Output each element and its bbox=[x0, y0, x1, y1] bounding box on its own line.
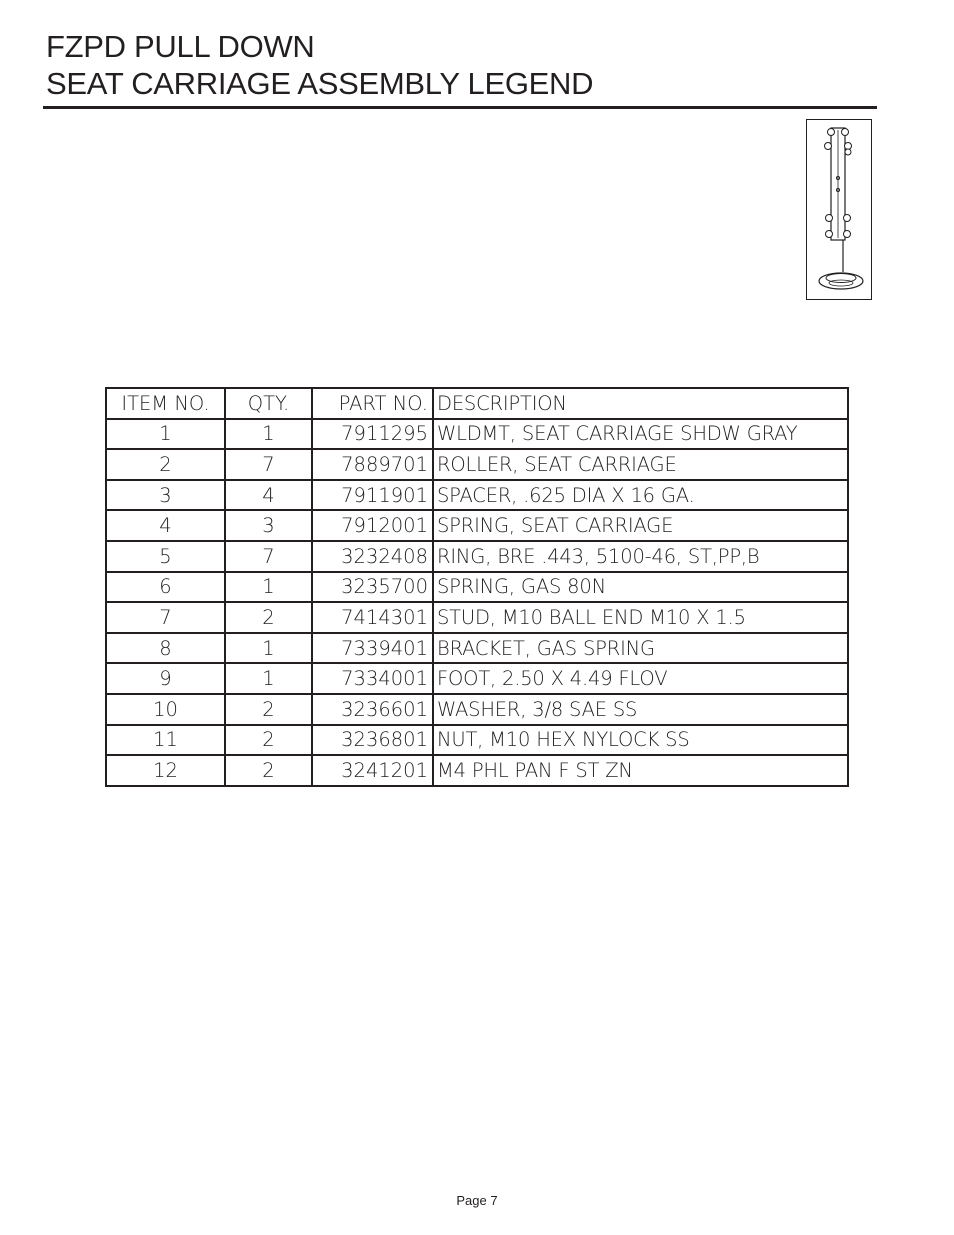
table-row bbox=[106, 663, 848, 694]
table-row bbox=[106, 480, 848, 511]
qty-cell: 7 bbox=[225, 541, 312, 572]
part-no-cell: 3232408 bbox=[312, 541, 433, 572]
description-cell: STUD, M10 BALL END M10 X 1.5 bbox=[433, 602, 848, 633]
table-row bbox=[106, 510, 848, 541]
header-description: DESCRIPTION bbox=[433, 388, 848, 419]
part-no-cell: 7911901 bbox=[312, 480, 433, 511]
seat-carriage-assembly-thumbnail bbox=[806, 119, 872, 300]
table-row bbox=[106, 419, 848, 450]
table-row bbox=[106, 755, 848, 786]
qty-cell: 4 bbox=[225, 480, 312, 511]
header-qty: QTY. bbox=[225, 388, 312, 419]
qty-cell: 1 bbox=[225, 419, 312, 450]
title-line-1: FZPD PULL DOWN bbox=[46, 29, 315, 64]
description-cell: SPRING, GAS 80N bbox=[433, 572, 848, 603]
item-no-cell: 10 bbox=[106, 694, 225, 725]
table-row bbox=[106, 602, 848, 633]
item-no-cell: 4 bbox=[106, 510, 225, 541]
qty-cell: 7 bbox=[225, 449, 312, 480]
qty-cell: 1 bbox=[225, 633, 312, 664]
table-row bbox=[106, 449, 848, 480]
part-no-cell: 7414301 bbox=[312, 602, 433, 633]
qty-cell: 1 bbox=[225, 663, 312, 694]
assembly-legend-table bbox=[105, 387, 849, 787]
header-item-no: ITEM NO. bbox=[106, 388, 225, 419]
part-no-cell: 3236801 bbox=[312, 725, 433, 756]
header-part-no: PART NO. bbox=[312, 388, 433, 419]
part-no-cell: 7911295 bbox=[312, 419, 433, 450]
item-no-cell: 6 bbox=[106, 572, 225, 603]
table-row bbox=[106, 633, 848, 664]
qty-cell: 3 bbox=[225, 510, 312, 541]
part-no-cell: 7339401 bbox=[312, 633, 433, 664]
seat-carriage-assembly-icon bbox=[807, 120, 871, 299]
item-no-cell: 3 bbox=[106, 480, 225, 511]
qty-cell: 2 bbox=[225, 694, 312, 725]
table-header-row bbox=[106, 388, 848, 419]
description-cell: SPRING, SEAT CARRIAGE bbox=[433, 510, 848, 541]
description-cell: ROLLER, SEAT CARRIAGE bbox=[433, 449, 848, 480]
table-row bbox=[106, 694, 848, 725]
page-title bbox=[46, 28, 593, 102]
item-no-cell: 1 bbox=[106, 419, 225, 450]
table-row bbox=[106, 725, 848, 756]
item-no-cell: 12 bbox=[106, 755, 225, 786]
title-divider bbox=[43, 106, 877, 109]
item-no-cell: 9 bbox=[106, 663, 225, 694]
part-no-cell: 7334001 bbox=[312, 663, 433, 694]
description-cell: RING, BRE .443, 5100-46, ST,PP,B bbox=[433, 541, 848, 572]
description-cell: WASHER, 3/8 SAE SS bbox=[433, 694, 848, 725]
page-number: Page 7 bbox=[456, 1193, 498, 1208]
item-no-cell: 11 bbox=[106, 725, 225, 756]
qty-cell: 2 bbox=[225, 725, 312, 756]
item-no-cell: 8 bbox=[106, 633, 225, 664]
title-line-2: SEAT CARRIAGE ASSEMBLY LEGEND bbox=[46, 66, 594, 101]
description-cell: M4 PHL PAN F ST ZN bbox=[433, 755, 848, 786]
description-cell: NUT, M10 HEX NYLOCK SS bbox=[433, 725, 848, 756]
part-no-cell: 7889701 bbox=[312, 449, 433, 480]
table-row bbox=[106, 572, 848, 603]
item-no-cell: 7 bbox=[106, 602, 225, 633]
description-cell: FOOT, 2.50 X 4.49 FLOV bbox=[433, 663, 848, 694]
part-no-cell: 3236601 bbox=[312, 694, 433, 725]
qty-cell: 2 bbox=[225, 755, 312, 786]
qty-cell: 2 bbox=[225, 602, 312, 633]
part-no-cell: 3241201 bbox=[312, 755, 433, 786]
item-no-cell: 2 bbox=[106, 449, 225, 480]
description-cell: SPACER, .625 DIA X 16 GA. bbox=[433, 480, 848, 511]
description-cell: BRACKET, GAS SPRING bbox=[433, 633, 848, 664]
part-no-cell: 7912001 bbox=[312, 510, 433, 541]
table-row bbox=[106, 541, 848, 572]
qty-cell: 1 bbox=[225, 572, 312, 603]
description-cell: WLDMT, SEAT CARRIAGE SHDW GRAY bbox=[433, 419, 848, 450]
part-no-cell: 3235700 bbox=[312, 572, 433, 603]
item-no-cell: 5 bbox=[106, 541, 225, 572]
